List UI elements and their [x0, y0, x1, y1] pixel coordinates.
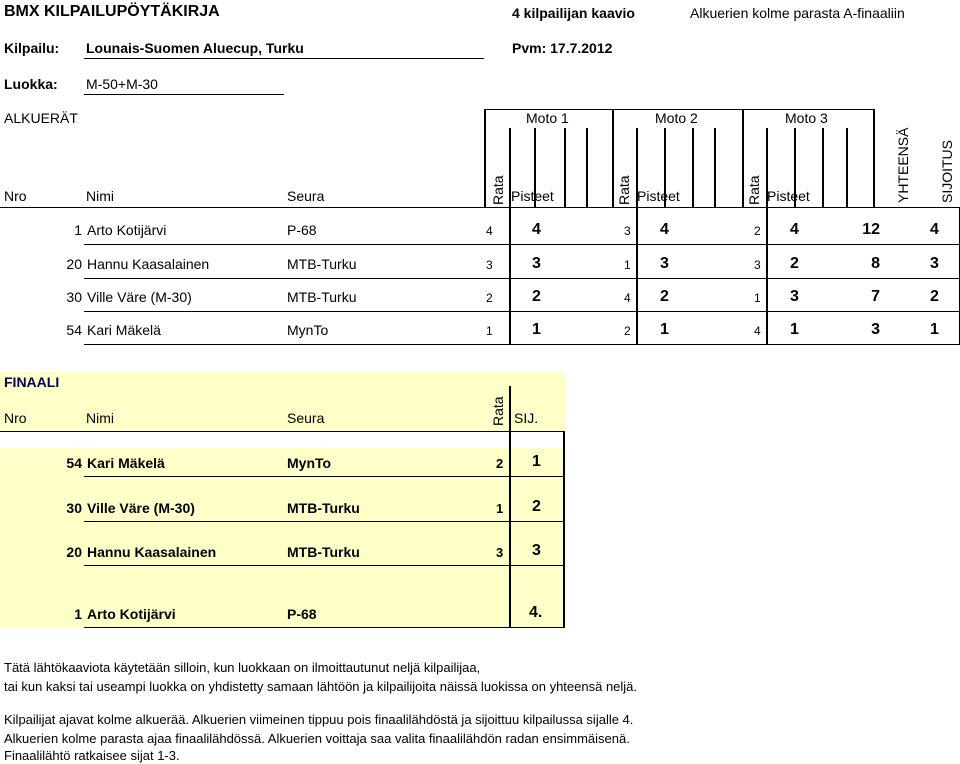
- note-line-2: tai kun kaksi tai useampi luokka on yhdistetty samaan lähtöön ja kilpailijoita näissä luokissa on yhteensä neljä.: [4, 679, 638, 694]
- row-line: [84, 244, 960, 245]
- final-section-label: FINAALI: [4, 374, 60, 390]
- row-place: 1: [930, 321, 939, 338]
- row-pisteet-2: 4: [660, 221, 669, 238]
- row-rata-2: 4: [624, 291, 631, 305]
- final-row-rata: 1: [496, 501, 504, 516]
- row-nimi: Hannu Kaasalainen: [87, 256, 210, 272]
- row-pisteet-2: 1: [660, 321, 669, 338]
- heats-section-label: ALKUERÄT: [4, 110, 78, 126]
- format-label: 4 kilpailijan kaavio: [512, 5, 635, 21]
- row-pisteet-3: 1: [790, 321, 799, 338]
- form-title: BMX KILPAILUPÖYTÄKIRJA: [4, 3, 220, 20]
- row-seura: MTB-Turku: [287, 289, 357, 305]
- row-rata-3: 4: [754, 324, 761, 338]
- final-row-seura: P-68: [287, 606, 317, 622]
- final-row-rata: 3: [496, 545, 504, 560]
- col-pisteet-1: Pisteet: [511, 188, 554, 204]
- grid-line: [873, 109, 875, 207]
- grid-line: [846, 128, 848, 207]
- grid-line: [692, 128, 694, 207]
- row-nro: 1: [74, 222, 82, 238]
- final-row-nro: 30: [66, 500, 82, 516]
- grid-line: [509, 432, 511, 628]
- final-col-rata: Rata: [490, 396, 506, 426]
- row-rata-1: 3: [486, 258, 493, 272]
- row-nimi: Ville Väre (M-30): [87, 289, 192, 305]
- row-place: 3: [930, 255, 939, 272]
- row-total: 8: [871, 255, 880, 272]
- grid-line: [714, 128, 716, 207]
- header-bottom-line: [0, 207, 960, 208]
- col-rata-3: Rata: [746, 175, 762, 205]
- luokka-value: M-50+M-30: [86, 76, 158, 92]
- final-row-line: [84, 565, 565, 566]
- row-pisteet-1: 3: [532, 255, 541, 272]
- row-total: 7: [871, 288, 880, 305]
- col-pisteet-2: Pisteet: [637, 188, 680, 204]
- final-row-nro: 20: [66, 544, 82, 560]
- grid-line: [766, 207, 768, 344]
- final-row-nimi: Hannu Kaasalainen: [87, 544, 217, 560]
- grid-line: [509, 207, 511, 344]
- final-col-sij: SIJ.: [514, 410, 539, 426]
- row-rata-3: 1: [754, 291, 761, 305]
- col-nimi: Nimi: [86, 188, 114, 204]
- moto-2-label: Moto 2: [655, 110, 698, 126]
- row-nro: 54: [66, 322, 82, 338]
- row-pisteet-3: 4: [790, 221, 799, 238]
- row-place: 2: [930, 288, 939, 305]
- row-rata-3: 2: [754, 224, 761, 238]
- final-col-nimi: Nimi: [86, 410, 114, 426]
- final-row-sij: 3: [532, 542, 541, 559]
- row-pisteet-3: 3: [790, 288, 799, 305]
- row-rata-1: 2: [486, 291, 493, 305]
- col-sijoitus: SIJOITUS: [939, 139, 955, 203]
- row-line: [84, 278, 960, 279]
- col-rata-2: Rata: [616, 175, 632, 205]
- final-row-nro: 54: [66, 455, 82, 471]
- row-seura: P-68: [287, 222, 317, 238]
- grid-line: [586, 128, 588, 207]
- kilpailu-underline: [84, 58, 484, 59]
- final-body-bg: [0, 448, 565, 628]
- final-row-line: [84, 627, 565, 628]
- row-nro: 30: [66, 289, 82, 305]
- final-row-nimi: Kari Mäkelä: [87, 455, 165, 471]
- row-rata-2: 3: [624, 224, 631, 238]
- row-rata-2: 2: [624, 324, 631, 338]
- row-seura: MynTo: [287, 322, 329, 338]
- row-rata-3: 3: [754, 258, 761, 272]
- moto-3-label: Moto 3: [785, 110, 828, 126]
- grid-line: [612, 109, 614, 207]
- luokka-label: Luokka:: [4, 76, 58, 92]
- col-yhteensa: YHTEENSÄ: [895, 127, 911, 203]
- kilpailu-value: Lounais-Suomen Aluecup, Turku: [86, 40, 304, 56]
- final-row-sij: 1: [532, 453, 541, 470]
- grid-line: [509, 386, 511, 432]
- row-pisteet-3: 2: [790, 255, 799, 272]
- date-label: Pvm: 17.7.2012: [512, 40, 613, 56]
- row-nimi: Arto Kotijärvi: [87, 222, 167, 238]
- row-pisteet-1: 4: [532, 221, 541, 238]
- row-pisteet-2: 3: [660, 255, 669, 272]
- row-line: [84, 311, 960, 312]
- row-place: 4: [930, 221, 939, 238]
- note-line-1: Tätä lähtökaaviota käytetään silloin, kun luokkaan on ilmoittautunut neljä kilpailijaa,: [4, 660, 481, 675]
- final-row-line: [84, 476, 565, 477]
- row-seura: MTB-Turku: [287, 256, 357, 272]
- row-pisteet-1: 2: [532, 288, 541, 305]
- note-line-3: Kilpailijat ajavat kolme alkuerää. Alkuerien viimeinen tippuu pois finaalilähdöstä ja sijoittuu kilpailussa sijalle 4.: [4, 712, 634, 727]
- row-rata-1: 1: [486, 324, 493, 338]
- final-row-nro: 1: [74, 606, 82, 622]
- grid-line: [636, 207, 638, 344]
- col-seura: Seura: [287, 188, 325, 204]
- row-rata-2: 1: [624, 258, 631, 272]
- final-row-seura: MTB-Turku: [287, 544, 360, 560]
- final-row-seura: MynTo: [287, 455, 332, 471]
- final-header-bottom: [0, 431, 565, 432]
- final-header-bg: [0, 372, 565, 432]
- row-nro: 20: [66, 256, 82, 272]
- row-total: 12: [862, 221, 880, 238]
- grid-line: [822, 128, 824, 207]
- row-total: 3: [871, 321, 880, 338]
- grid-line: [484, 109, 486, 207]
- note-line-5: Finaalilähtö ratkaisee sijat 1-3.: [4, 748, 180, 763]
- luokka-underline: [84, 94, 284, 95]
- grid-line: [564, 128, 566, 207]
- final-row-nimi: Ville Väre (M-30): [87, 500, 195, 516]
- final-row-rata: 2: [496, 456, 504, 471]
- row-line: [84, 344, 960, 345]
- row-rata-1: 4: [486, 224, 493, 238]
- row-pisteet-1: 1: [532, 321, 541, 338]
- col-pisteet-3: Pisteet: [767, 188, 810, 204]
- final-col-seura: Seura: [287, 410, 325, 426]
- row-pisteet-2: 2: [660, 288, 669, 305]
- final-row-line: [84, 521, 565, 522]
- grid-line: [563, 432, 565, 628]
- grid-line: [742, 109, 744, 207]
- note-line-4: Alkuerien kolme parasta ajaa finaalilähdössä. Alkuerien voittaja saa valita finaalilähdön radan ensimmäisenä.: [4, 731, 630, 746]
- col-nro: Nro: [4, 188, 27, 204]
- moto-top-line: [484, 109, 874, 110]
- final-col-nro: Nro: [4, 410, 27, 426]
- col-rata-1: Rata: [490, 175, 506, 205]
- final-row-seura: MTB-Turku: [287, 500, 360, 516]
- final-row-sij: 4.: [529, 604, 543, 621]
- moto-1-label: Moto 1: [526, 110, 569, 126]
- row-nimi: Kari Mäkelä: [87, 322, 161, 338]
- final-row-sij: 2: [532, 498, 541, 515]
- kilpailu-label: Kilpailu:: [4, 40, 60, 56]
- final-row-nimi: Arto Kotijärvi: [87, 606, 176, 622]
- heat-note: Alkuerien kolme parasta A-finaaliin: [690, 5, 905, 21]
